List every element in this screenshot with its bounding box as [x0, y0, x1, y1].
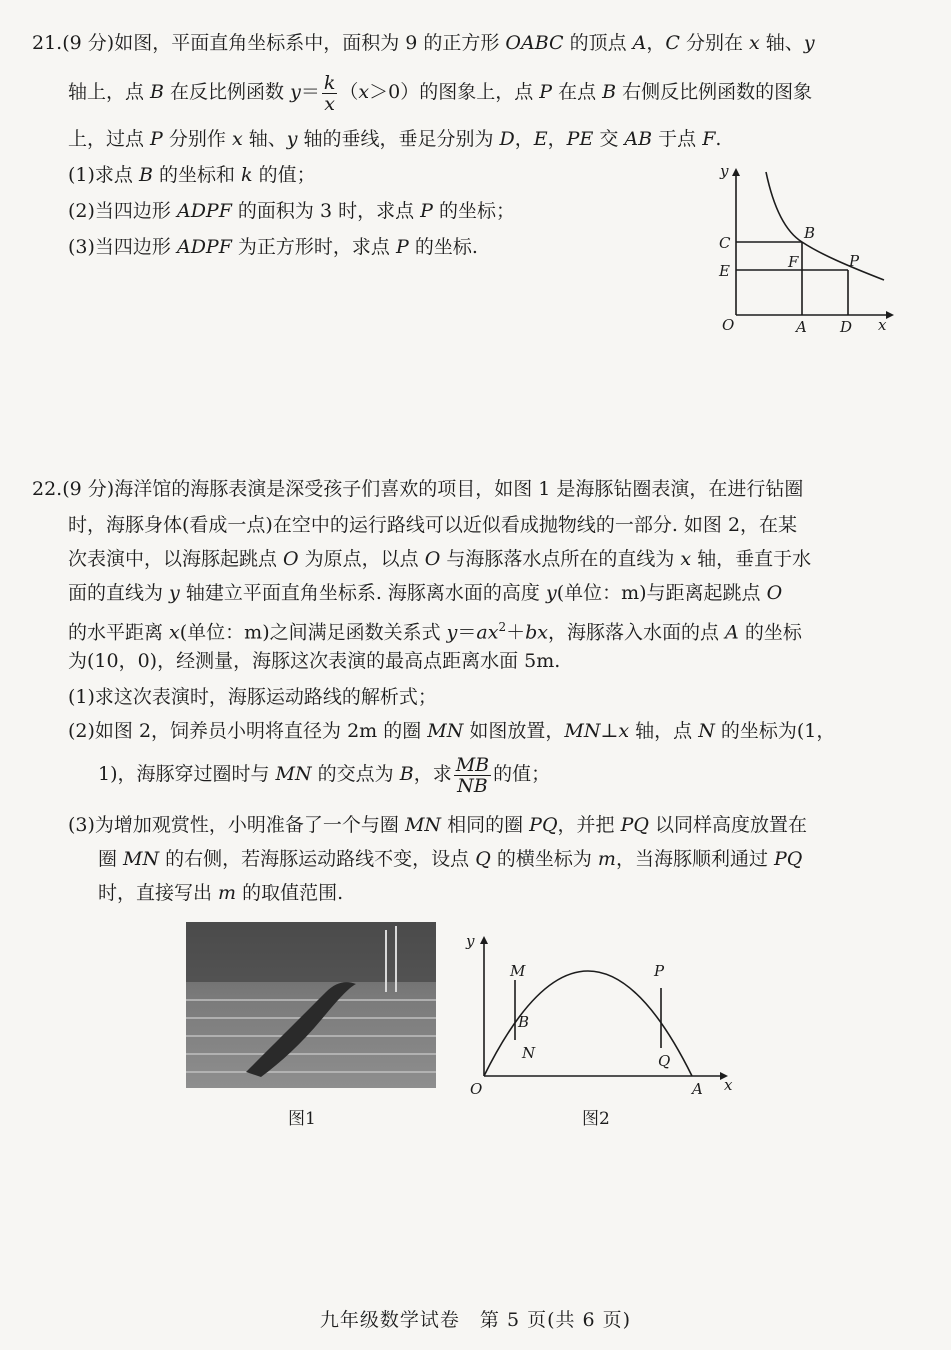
q21-line-2: 轴上，点 B 在反比例函数 y＝ $\frac{k}{x}$ （x＞0）的图象上，点 P 在点 B 右侧反比例函数的图象 [68, 71, 813, 115]
label-E: E [719, 262, 730, 280]
x-axis-arrow [886, 311, 894, 319]
label-A: A [796, 318, 807, 336]
label-P: P [654, 962, 665, 980]
q22-part-3-line-3: 时，直接写出 m 的取值范围. [98, 882, 344, 904]
q21-line-1: 21.(9 分)如图，平面直角坐标系中，面积为 9 的正方形 OABC 的顶点 A，C 分别在 x 轴、y [32, 32, 815, 54]
label-O: O [470, 1080, 483, 1098]
q22-part-2-cont: 1)，海豚穿过圈时与 MN 的交点为 B，求 $\frac{MB}{NB}$ 的值； [98, 753, 551, 797]
q22-line-1: 22.(9 分)海洋馆的海豚表演是深受孩子们喜欢的项目，如图 1 是海豚钻圈表演，在进行钻圈 [32, 478, 804, 500]
q22-line-2: 时，海豚身体(看成一点)在空中的运行路线可以近似看成抛物线的一部分. 如图 2，在某 [68, 514, 798, 536]
hyperbola-curve [766, 172, 884, 280]
q22-line-4: 面的直线为 y 轴建立平面直角坐标系. 海豚离水面的高度 y(单位：m)与距离起跳点 O [68, 582, 783, 604]
figure-2-caption: 图2 [582, 1109, 610, 1129]
label-M: M [510, 962, 526, 980]
q22-line-6: 为(10，0)，经测量，海豚这次表演的最高点距离水面 5m. [68, 650, 561, 672]
label-F: F [788, 253, 799, 271]
q22-figure-2 [462, 928, 752, 1100]
label-O: O [722, 316, 735, 334]
mb-over-nb-fraction: $\frac{MB}{NB}$ [455, 753, 490, 797]
y-axis-arrow [732, 168, 740, 176]
q21-part-2: (2)当四边形 ADPF 的面积为 3 时，求点 P 的坐标； [68, 200, 515, 222]
y-axis-arrow [480, 936, 488, 944]
label-N: N [522, 1044, 536, 1062]
label-B: B [804, 224, 816, 242]
q21-line-3: 上，过点 P 分别作 x 轴、y 轴的垂线，垂足分别为 D，E，PE 交 AB 于点 F. [68, 128, 722, 150]
q22-line-3: 次表演中，以海豚起跳点 O 为原点，以点 O 与海豚落水点所在的直线为 x 轴，垂直于水 [68, 548, 812, 570]
label-A: A [692, 1080, 703, 1098]
q22-line-5: 的水平距离 x(单位：m)之间满足函数关系式 $y=ax^2+bx$，海豚落入水面的点 A 的坐标 [68, 620, 802, 644]
q22-part-1: (1)求这次表演时，海豚运动路线的解析式； [68, 686, 437, 708]
label-x: x [878, 316, 887, 334]
label-Q: Q [658, 1052, 671, 1070]
label-y: y [466, 932, 475, 950]
q22-part-3: (3)为增加观赏性，小明准备了一个与圈 MN 相同的圈 PQ，并把 PQ 以同样高度放置在 [68, 814, 807, 836]
label-B: B [518, 1013, 530, 1031]
dolphin-photo [186, 922, 436, 1088]
k-over-x-fraction: $\frac{k}{x}$ [323, 71, 336, 115]
figure-1-caption: 图1 [288, 1109, 316, 1129]
q21-part-3: (3)当四边形 ADPF 为正方形时，求点 P 的坐标. [68, 236, 478, 258]
label-D: D [840, 318, 853, 336]
q21-figure [708, 160, 898, 340]
page-footer: 九年级数学试卷 第 5 页(共 6 页) [319, 1309, 632, 1331]
label-C: C [719, 234, 731, 252]
label-P: P [849, 252, 860, 270]
q22-part-3-line-2: 圈 MN 的右侧，若海豚运动路线不变，设点 Q 的横坐标为 m，当海豚顺利通过 PQ [98, 848, 803, 870]
label-x: x [724, 1076, 733, 1094]
label-y: y [720, 162, 729, 180]
q21-part-1: (1)求点 B 的坐标和 k 的值； [68, 164, 316, 186]
q22-part-2: (2)如图 2，饲养员小明将直径为 2m 的圈 MN 如图放置，MN⊥x 轴，点 N 的坐标为(1， [68, 720, 836, 742]
